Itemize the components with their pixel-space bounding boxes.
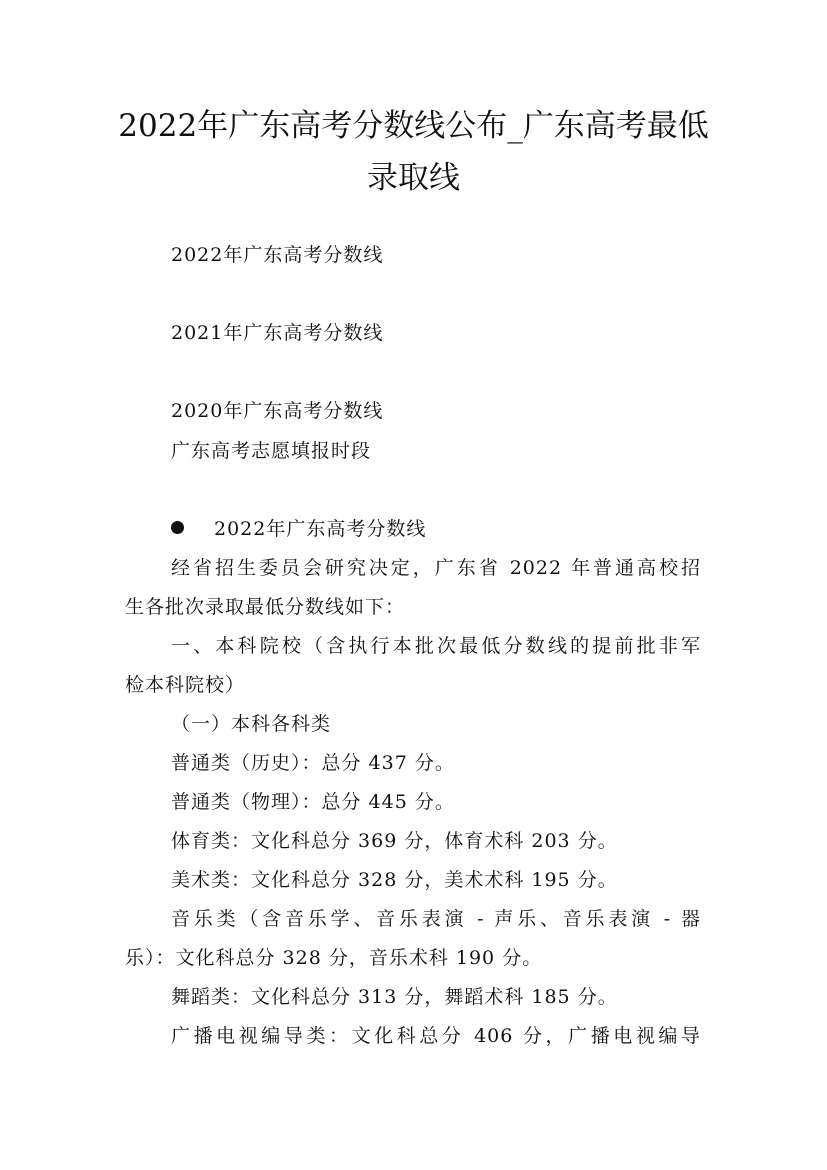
line-art: 美术类：文化科总分 328 分，美术术科 195 分。 xyxy=(171,869,618,891)
toc-item-2020: 2020年广东高考分数线 xyxy=(171,400,384,422)
toc-item-2021: 2021年广东高考分数线 xyxy=(171,322,384,344)
toc-item-timeline: 广东高考志愿填报时段 xyxy=(171,440,372,462)
line-broadcast: 广播电视编导类：文化科总分 406 分，广播电视编导 xyxy=(171,1025,701,1047)
intro-line-2: 生各批次录取最低分数线如下： xyxy=(125,596,406,618)
line-physics: 普通类（物理）：总分 445 分。 xyxy=(171,791,455,813)
section-heading xyxy=(171,514,751,541)
line-dance: 舞蹈类：文化科总分 313 分，舞蹈术科 185 分。 xyxy=(171,986,618,1008)
title-line-2: 录取线 xyxy=(367,160,460,196)
title-line-1: 2022年广东高考分数线公布_广东高考最低 xyxy=(118,108,709,144)
line-music-1: 音乐类（含音乐学、音乐表演 - 声乐、音乐表演 - 器 xyxy=(171,908,701,930)
section-heading-text: 2022年广东高考分数线 xyxy=(214,518,427,540)
part1-line-2: 检本科院校） xyxy=(125,674,246,696)
subsection-heading: （一）本科各科类 xyxy=(171,713,332,735)
document-title xyxy=(100,100,727,204)
toc-item-2022: 2022年广东高考分数线 xyxy=(171,244,384,266)
line-history: 普通类（历史）：总分 437 分。 xyxy=(171,752,455,774)
part1-line-1: 一、本科院校（含执行本批次最低分数线的提前批非军 xyxy=(171,635,701,657)
bullet-dot-icon xyxy=(171,521,184,534)
line-sports: 体育类：文化科总分 369 分，体育术科 203 分。 xyxy=(171,830,618,852)
line-music-2: 乐）：文化科总分 328 分，音乐术科 190 分。 xyxy=(125,947,543,969)
intro-line-1: 经省招生委员会研究决定，广东省 2022 年普通高校招 xyxy=(171,557,701,579)
